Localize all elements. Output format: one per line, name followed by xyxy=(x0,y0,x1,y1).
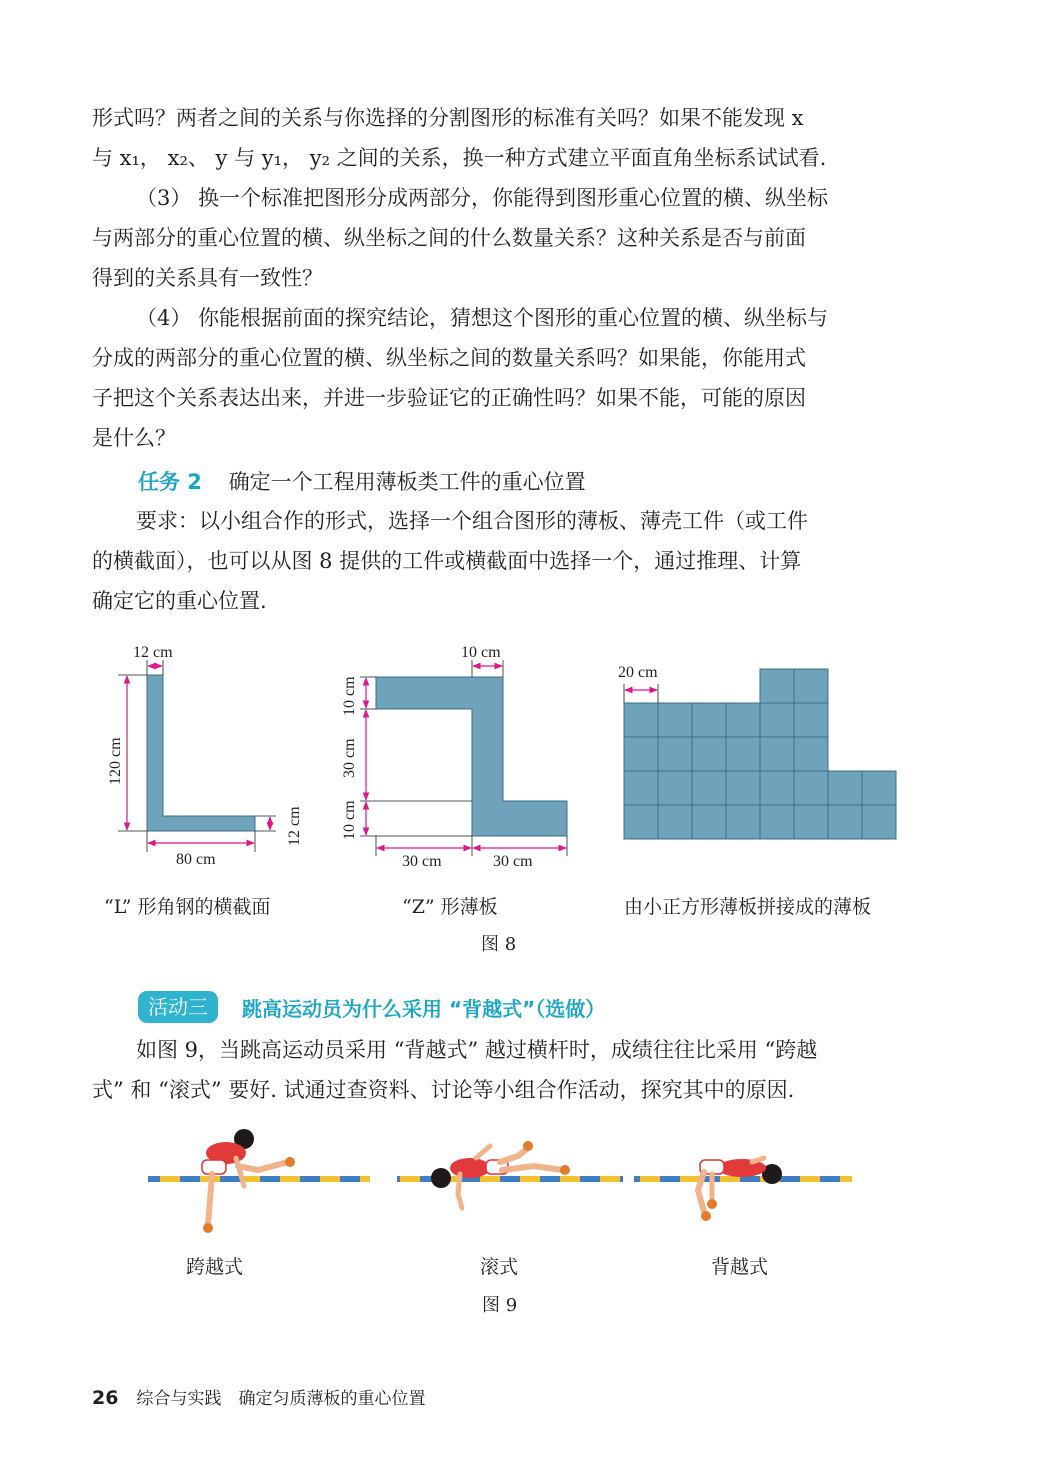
text-line: 的横截面），也可以从图 8 提供的工件或横截面中选择一个，通过推理、计算 xyxy=(92,549,802,573)
task-2-label: 任务 2 xyxy=(138,470,202,494)
l-shape-figure xyxy=(107,644,303,868)
text-line: （4） 你能根据前面的探究结论，猜想这个图形的重心位置的横、纵坐标与 xyxy=(136,306,829,330)
grid-square xyxy=(658,771,692,805)
grid-square xyxy=(862,805,896,839)
text-line: 是什么？ xyxy=(92,426,176,450)
z-left-top-label: 10 cm xyxy=(341,676,358,716)
grid-square xyxy=(760,771,794,805)
activity-badge: 活动三 xyxy=(138,991,218,1023)
grid-cell-label: 20 cm xyxy=(618,664,658,681)
grid-square xyxy=(828,771,862,805)
l-height-label: 120 cm xyxy=(107,737,124,785)
z-bottom-right-label: 30 cm xyxy=(493,853,533,870)
grid-square xyxy=(760,669,794,703)
grid-square xyxy=(658,703,692,737)
text-line: 如图 9，当跳高运动员采用 “背越式” 越过横杆时，成绩往往比采用 “跨越 xyxy=(136,1038,818,1062)
grid-shape-figure xyxy=(618,664,896,839)
running-title: 综合与实践 确定匀质薄板的重心位置 xyxy=(136,1389,426,1409)
z-shape-plate xyxy=(376,677,567,836)
grid-square xyxy=(658,737,692,771)
page-number: 26 xyxy=(92,1387,119,1409)
activity-title: 跳高运动员为什么采用 “背越式”（选做） xyxy=(242,996,606,1021)
text-line: 分成的两部分的重心位置的横、纵坐标之间的数量关系吗？如果能，你能用式 xyxy=(92,346,806,370)
grid-square xyxy=(624,703,658,737)
z-shape-figure xyxy=(341,644,567,870)
z-left-bottom-label: 10 cm xyxy=(341,800,358,840)
crossbar xyxy=(397,1176,623,1182)
paragraph-question-4 xyxy=(92,298,912,458)
text-line: 与两部分的重心位置的横、纵坐标之间的什么数量关系？这种关系是否与前面 xyxy=(92,226,806,250)
paragraph-high-jump xyxy=(92,1030,912,1110)
grid-square xyxy=(794,669,828,703)
figure-9-label: 图 9 xyxy=(482,1295,518,1316)
text-line: 与 x₁， x₂、 y 与 y₁， y₂ 之间的关系，换一种方式建立平面直角坐标系试试看. xyxy=(92,146,827,170)
grid-square xyxy=(692,805,726,839)
roll-jump-illustration xyxy=(397,1141,623,1208)
grid-square xyxy=(726,771,760,805)
grid-square xyxy=(692,703,726,737)
fosbury-caption: 背越式 xyxy=(711,1256,769,1278)
task-2-heading xyxy=(138,466,586,498)
crossbar xyxy=(148,1176,370,1182)
grid-square xyxy=(726,737,760,771)
scissors-caption: 跨越式 xyxy=(186,1256,244,1278)
grid-square xyxy=(794,805,828,839)
grid-square xyxy=(828,805,862,839)
l-top-width-label: 12 cm xyxy=(133,644,173,661)
grid-square xyxy=(760,703,794,737)
grid-square xyxy=(726,805,760,839)
text-line: 要求：以小组合作的形式，选择一个组合图形的薄板、薄壳工件（或工件 xyxy=(136,509,808,533)
athlete-body xyxy=(450,1158,490,1178)
text-line: 得到的关系具有一致性？ xyxy=(92,266,323,290)
grid-square xyxy=(624,771,658,805)
text-line: 子把这个关系表达出来，并进一步验证它的正确性吗？如果不能，可能的原因 xyxy=(92,386,806,410)
z-top-width-label: 10 cm xyxy=(461,644,501,661)
text-line: （3） 换一个标准把图形分成两部分，你能得到图形重心位置的横、纵坐标 xyxy=(136,186,829,210)
grid-shape-caption: 由小正方形薄板拼接成的薄板 xyxy=(624,896,872,918)
grid-square xyxy=(760,805,794,839)
grid-square xyxy=(794,737,828,771)
z-left-mid-label: 30 cm xyxy=(341,738,358,778)
l-bottom-length-label: 80 cm xyxy=(176,851,216,868)
grid-square xyxy=(692,737,726,771)
z-bottom-left-label: 30 cm xyxy=(402,853,442,870)
athlete-head xyxy=(431,1168,451,1188)
l-shape-caption: “L” 形角钢的横截面 xyxy=(104,896,271,918)
text-line: 形式吗？两者之间的关系与你选择的分割图形的标准有关吗？如果不能发现 x xyxy=(92,106,804,130)
paragraph-question-3 xyxy=(92,178,912,298)
l-thickness-label: 12 cm xyxy=(286,806,303,846)
z-shape-caption: “Z” 形薄板 xyxy=(402,896,498,918)
grid-square xyxy=(794,703,828,737)
page-footer xyxy=(92,1384,425,1409)
scissors-jump-illustration xyxy=(148,1129,370,1233)
grid-square xyxy=(862,771,896,805)
paragraph-continuation xyxy=(92,98,912,178)
activity-3-heading xyxy=(138,990,605,1024)
text-line: 式” 和 “滚式” 要好. 试通过查资料、讨论等小组合作活动，探究其中的原因. xyxy=(92,1078,795,1102)
task-2-title: 确定一个工程用薄板类工件的重心位置 xyxy=(228,470,586,494)
fosbury-flop-illustration xyxy=(634,1158,852,1221)
grid-square xyxy=(692,771,726,805)
grid-square xyxy=(624,805,658,839)
paragraph-requirement xyxy=(92,501,912,621)
grid-square xyxy=(658,805,692,839)
roll-caption: 滚式 xyxy=(480,1256,519,1278)
figure-9 xyxy=(0,1120,1044,1245)
text-line: 确定它的重心位置. xyxy=(92,589,267,613)
grid-square xyxy=(726,703,760,737)
grid-square xyxy=(624,737,658,771)
figure-8-label: 图 8 xyxy=(481,934,517,955)
l-shape-plate xyxy=(147,675,255,831)
grid-square xyxy=(760,737,794,771)
grid-square xyxy=(794,771,828,805)
